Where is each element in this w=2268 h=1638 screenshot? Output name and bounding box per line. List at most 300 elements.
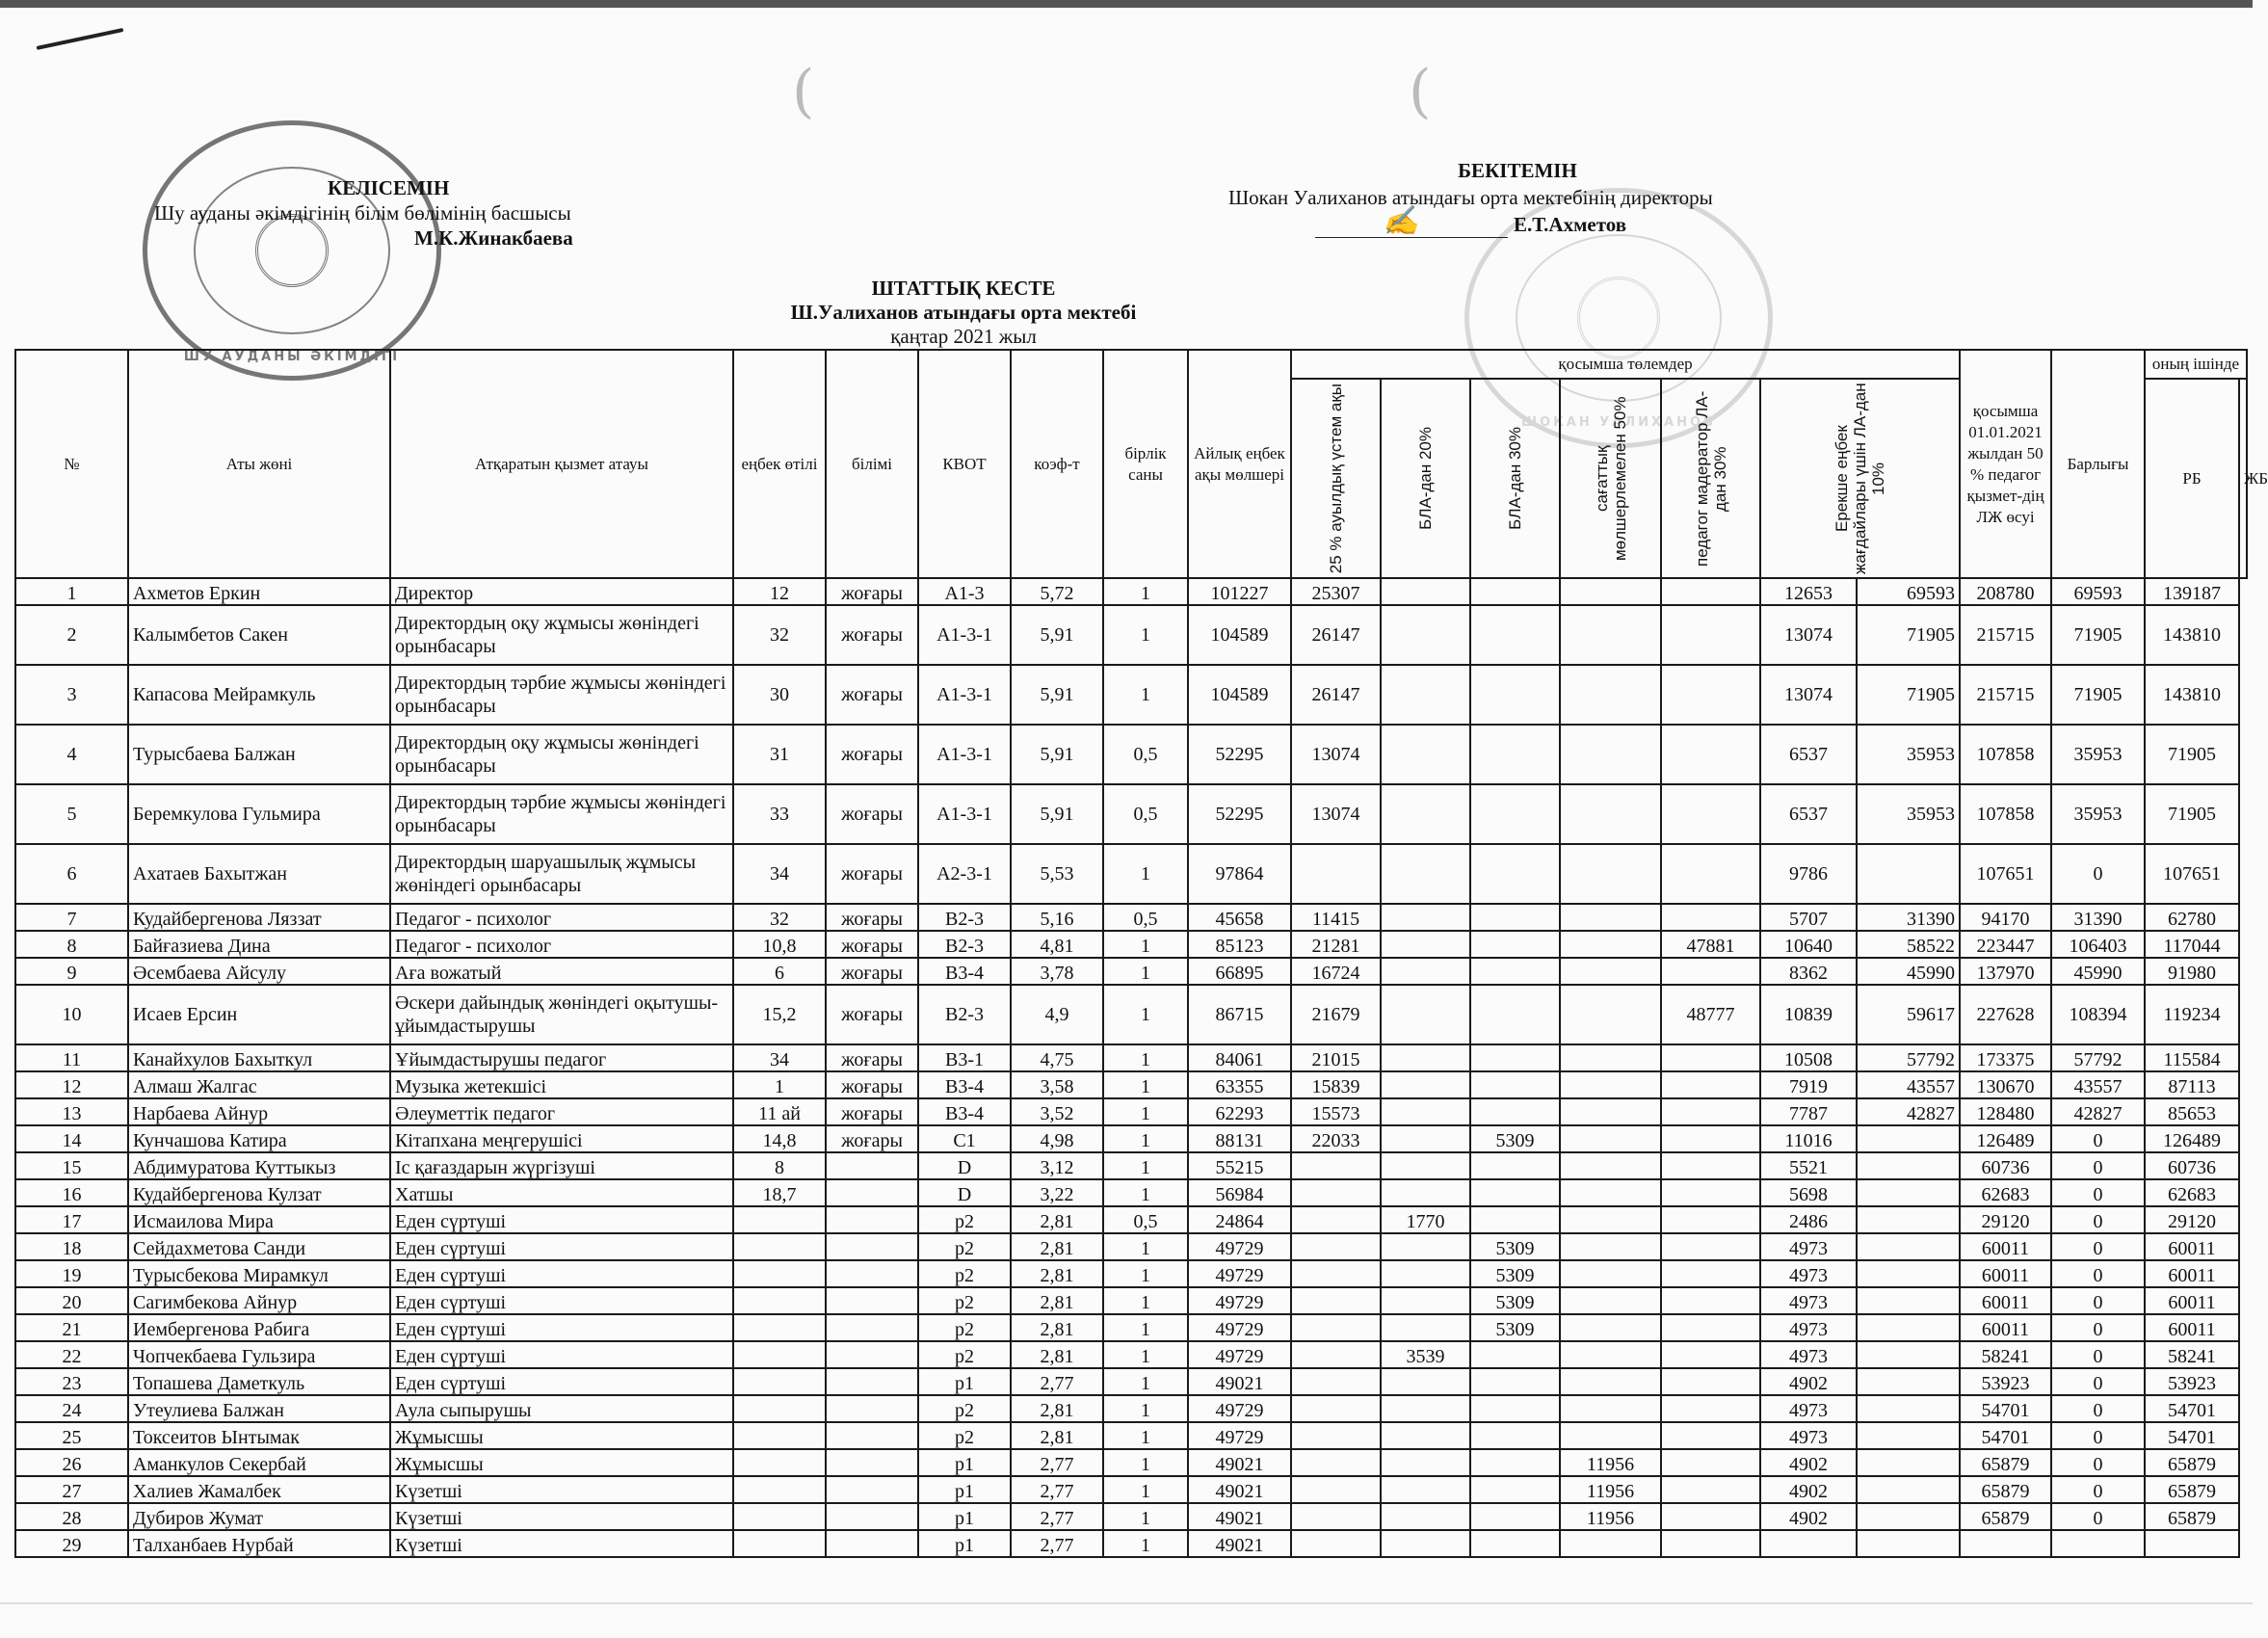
cell-increase <box>1857 1368 1960 1395</box>
cell-rb: 0 <box>2051 1422 2145 1449</box>
table-row <box>15 1341 2247 1368</box>
cell-no: 5 <box>15 784 128 844</box>
cell-increase: 57792 <box>1857 1044 1960 1071</box>
cell-education: жоғары <box>826 578 918 605</box>
cell-experience: 34 <box>733 844 826 904</box>
cell-coef: 5,91 <box>1011 665 1103 725</box>
cell-zhb: 117044 <box>2145 931 2239 958</box>
cell-no: 26 <box>15 1449 128 1476</box>
cell-no: 8 <box>15 931 128 958</box>
cell-total: 137970 <box>1960 958 2051 985</box>
cell-zhb: 115584 <box>2145 1044 2239 1071</box>
cell-no: 24 <box>15 1395 128 1422</box>
cell-experience: 32 <box>733 904 826 931</box>
cell-name: Талханбаев Нурбай <box>128 1530 390 1557</box>
cell-rb: 0 <box>2051 1449 2145 1476</box>
cell-rural-25: 21281 <box>1291 931 1381 958</box>
cell-hourly-50 <box>1560 1098 1661 1125</box>
cell-kvot: p1 <box>918 1530 1011 1557</box>
cell-coef: 2,81 <box>1011 1287 1103 1314</box>
cell-coef: 4,98 <box>1011 1125 1103 1152</box>
cell-kvot: p2 <box>918 1260 1011 1287</box>
cell-salary: 49729 <box>1188 1287 1291 1314</box>
cell-bla-20 <box>1381 904 1470 931</box>
cell-moderator <box>1661 1152 1760 1179</box>
cell-special-10: 4973 <box>1760 1287 1857 1314</box>
cell-name: Дубиров Жумат <box>128 1503 390 1530</box>
cell-no: 28 <box>15 1503 128 1530</box>
cell-experience <box>733 1530 826 1557</box>
cell-increase: 45990 <box>1857 958 1960 985</box>
cell-coef: 2,77 <box>1011 1530 1103 1557</box>
cell-total: 54701 <box>1960 1395 2051 1422</box>
cell-rb: 0 <box>2051 1476 2145 1503</box>
cell-coef: 3,12 <box>1011 1152 1103 1179</box>
cell-kvot: C1 <box>918 1125 1011 1152</box>
table-row <box>15 1233 2247 1260</box>
cell-hourly-50: 11956 <box>1560 1503 1661 1530</box>
cell-salary: 45658 <box>1188 904 1291 931</box>
cell-bla-20 <box>1381 1503 1470 1530</box>
cell-rural-25: 13074 <box>1291 725 1381 784</box>
cell-increase <box>1857 1476 1960 1503</box>
cell-bla-30 <box>1470 1422 1560 1449</box>
cell-total: 94170 <box>1960 904 2051 931</box>
cell-rural-25: 21015 <box>1291 1044 1381 1071</box>
cell-hourly-50 <box>1560 665 1661 725</box>
cell-moderator <box>1661 1476 1760 1503</box>
cell-name: Исаев Ерсин <box>128 985 390 1044</box>
cell-hourly-50 <box>1560 1422 1661 1449</box>
cell-special-10 <box>1760 1530 1857 1557</box>
table-row <box>15 578 2247 605</box>
cell-experience: 12 <box>733 578 826 605</box>
cell-coef: 2,81 <box>1011 1422 1103 1449</box>
cell-special-10: 4973 <box>1760 1341 1857 1368</box>
cell-moderator: 48777 <box>1661 985 1760 1044</box>
cell-kvot: B3-1 <box>918 1044 1011 1071</box>
cell-increase: 71905 <box>1857 665 1960 725</box>
cell-hourly-50 <box>1560 1233 1661 1260</box>
cell-increase <box>1857 1233 1960 1260</box>
cell-rb: 0 <box>2051 1125 2145 1152</box>
cell-bla-30 <box>1470 1098 1560 1125</box>
col-header-monthly-salary: Айлық еңбек ақы мөлшері <box>1188 350 1291 578</box>
cell-rural-25 <box>1291 1314 1381 1341</box>
cell-bla-20 <box>1381 1314 1470 1341</box>
approval-heading: БЕКІТЕМІН <box>1458 159 1577 182</box>
cell-total: 54701 <box>1960 1422 2051 1449</box>
cell-coef: 2,81 <box>1011 1233 1103 1260</box>
cell-education <box>826 1368 918 1395</box>
cell-bla-30 <box>1470 931 1560 958</box>
cell-total: 60011 <box>1960 1233 2051 1260</box>
cell-bla-20 <box>1381 1530 1470 1557</box>
cell-bla-20 <box>1381 1422 1470 1449</box>
cell-position: Директордың оқу жұмысы жөніндегі орынбасары <box>390 725 733 784</box>
cell-experience <box>733 1314 826 1341</box>
cell-rural-25: 26147 <box>1291 665 1381 725</box>
cell-name: Кунчашова Катира <box>128 1125 390 1152</box>
cell-education <box>826 1341 918 1368</box>
cell-units: 1 <box>1103 1125 1188 1152</box>
cell-coef: 3,22 <box>1011 1179 1103 1206</box>
cell-position: Еден сүртуші <box>390 1314 733 1341</box>
school-name: Ш.Уалиханов атындағы орта мектебі <box>790 301 1137 324</box>
cell-special-10: 4973 <box>1760 1233 1857 1260</box>
cell-moderator <box>1661 1314 1760 1341</box>
cell-rb: 0 <box>2051 1503 2145 1530</box>
cell-total: 107858 <box>1960 725 2051 784</box>
cell-kvot: p2 <box>918 1395 1011 1422</box>
cell-bla-30 <box>1470 1530 1560 1557</box>
cell-experience: 14,8 <box>733 1125 826 1152</box>
cell-units: 1 <box>1103 931 1188 958</box>
cell-hourly-50 <box>1560 1179 1661 1206</box>
cell-salary: 49729 <box>1188 1341 1291 1368</box>
official-stamp-left <box>143 120 441 381</box>
cell-increase <box>1857 844 1960 904</box>
col-header-rb: РБ <box>2145 379 2239 578</box>
cell-zhb: 71905 <box>2145 784 2239 844</box>
cell-kvot: p2 <box>918 1422 1011 1449</box>
cell-salary: 66895 <box>1188 958 1291 985</box>
cell-kvot: D <box>918 1152 1011 1179</box>
cell-rural-25: 15839 <box>1291 1071 1381 1098</box>
cell-special-10: 7787 <box>1760 1098 1857 1125</box>
cell-name: Иембергенова Рабига <box>128 1314 390 1341</box>
cell-hourly-50: 11956 <box>1560 1476 1661 1503</box>
col-header-moderator <box>1661 379 1760 578</box>
cell-salary: 84061 <box>1188 1044 1291 1071</box>
cell-units: 1 <box>1103 1098 1188 1125</box>
cell-units: 1 <box>1103 665 1188 725</box>
cell-name: Аманкулов Секербай <box>128 1449 390 1476</box>
cell-no: 7 <box>15 904 128 931</box>
approval-signatory: М.К.Жинакбаева <box>414 226 573 250</box>
cell-rb: 0 <box>2051 844 2145 904</box>
cell-salary: 49021 <box>1188 1368 1291 1395</box>
cell-name: Халиев Жамалбек <box>128 1476 390 1503</box>
cell-increase: 69593 <box>1857 578 1960 605</box>
cell-moderator <box>1661 1368 1760 1395</box>
cell-bla-30 <box>1470 1341 1560 1368</box>
cell-rural-25 <box>1291 1422 1381 1449</box>
cell-kvot: B2-3 <box>918 904 1011 931</box>
cell-moderator <box>1661 578 1760 605</box>
cell-coef: 2,81 <box>1011 1395 1103 1422</box>
cell-bla-20 <box>1381 1449 1470 1476</box>
table-row <box>15 1044 2247 1071</box>
cell-education: жоғары <box>826 784 918 844</box>
cell-hourly-50 <box>1560 1125 1661 1152</box>
table-row <box>15 985 2247 1044</box>
cell-total: 107651 <box>1960 844 2051 904</box>
cell-rb: 43557 <box>2051 1071 2145 1098</box>
cell-zhb: 29120 <box>2145 1206 2239 1233</box>
scan-top-edge <box>0 0 2253 8</box>
table-header-row <box>15 350 2247 379</box>
cell-total: 130670 <box>1960 1071 2051 1098</box>
cell-experience <box>733 1476 826 1503</box>
cell-salary: 49021 <box>1188 1503 1291 1530</box>
cell-increase <box>1857 1422 1960 1449</box>
cell-special-10: 4973 <box>1760 1314 1857 1341</box>
cell-no: 9 <box>15 958 128 985</box>
cell-salary: 97864 <box>1188 844 1291 904</box>
cell-moderator <box>1661 1341 1760 1368</box>
cell-units: 0,5 <box>1103 725 1188 784</box>
col-header-bla-30-text: БЛА-дан 30% <box>1506 427 1524 530</box>
cell-salary: 56984 <box>1188 1179 1291 1206</box>
cell-hourly-50 <box>1560 784 1661 844</box>
cell-position: Директор <box>390 578 733 605</box>
cell-kvot: B2-3 <box>918 931 1011 958</box>
cell-kvot: D <box>918 1179 1011 1206</box>
cell-experience: 18,7 <box>733 1179 826 1206</box>
col-header-bla-20 <box>1381 379 1470 578</box>
cell-position: Еден сүртуші <box>390 1260 733 1287</box>
cell-kvot: p2 <box>918 1206 1011 1233</box>
cell-name: Чопчекбаева Гульзира <box>128 1341 390 1368</box>
cell-name: Турысбаева Балжан <box>128 725 390 784</box>
cell-bla-30 <box>1470 1503 1560 1530</box>
cell-position: Директордың тәрбие жұмысы жөніндегі орынбасары <box>390 784 733 844</box>
cell-bla-30 <box>1470 784 1560 844</box>
cell-increase: 35953 <box>1857 784 1960 844</box>
cell-position: Күзетші <box>390 1530 733 1557</box>
cell-zhb: 60736 <box>2145 1152 2239 1179</box>
cell-salary: 52295 <box>1188 784 1291 844</box>
cell-name: Ахатаев Бахытжан <box>128 844 390 904</box>
cell-rural-25 <box>1291 1152 1381 1179</box>
cell-position: Жұмысшы <box>390 1422 733 1449</box>
cell-special-10: 10640 <box>1760 931 1857 958</box>
col-header-no: № <box>15 350 128 578</box>
cell-hourly-50 <box>1560 1071 1661 1098</box>
cell-bla-20 <box>1381 1233 1470 1260</box>
cell-moderator <box>1661 1260 1760 1287</box>
cell-rural-25: 16724 <box>1291 958 1381 985</box>
cell-no: 1 <box>15 578 128 605</box>
cell-zhb: 71905 <box>2145 725 2239 784</box>
cell-name: Канайхулов Бахыткул <box>128 1044 390 1071</box>
cell-increase: 59617 <box>1857 985 1960 1044</box>
cell-zhb: 65879 <box>2145 1476 2239 1503</box>
cell-increase <box>1857 1503 1960 1530</box>
cell-experience <box>733 1503 826 1530</box>
cell-education: жоғары <box>826 844 918 904</box>
cell-rural-25 <box>1291 844 1381 904</box>
cell-coef: 5,91 <box>1011 725 1103 784</box>
cell-coef: 4,75 <box>1011 1044 1103 1071</box>
cell-salary: 49021 <box>1188 1530 1291 1557</box>
cell-special-10: 10839 <box>1760 985 1857 1044</box>
cell-zhb: 65879 <box>2145 1503 2239 1530</box>
cell-bla-30 <box>1470 1206 1560 1233</box>
cell-units: 1 <box>1103 1179 1188 1206</box>
cell-hourly-50 <box>1560 844 1661 904</box>
cell-bla-30: 5309 <box>1470 1260 1560 1287</box>
cell-zhb: 143810 <box>2145 665 2239 725</box>
cell-hourly-50 <box>1560 1152 1661 1179</box>
cell-zhb: 60011 <box>2145 1260 2239 1287</box>
cell-no: 22 <box>15 1341 128 1368</box>
cell-increase <box>1857 1125 1960 1152</box>
cell-bla-30 <box>1470 578 1560 605</box>
cell-zhb: 126489 <box>2145 1125 2239 1152</box>
cell-no: 18 <box>15 1233 128 1260</box>
cell-name: Токсеитов Ынтымак <box>128 1422 390 1449</box>
cell-experience: 33 <box>733 784 826 844</box>
cell-hourly-50 <box>1560 931 1661 958</box>
cell-moderator <box>1661 1044 1760 1071</box>
cell-special-10: 11016 <box>1760 1125 1857 1152</box>
cell-units: 0,5 <box>1103 784 1188 844</box>
cell-position: Еден сүртуші <box>390 1341 733 1368</box>
col-header-hourly-50 <box>1560 379 1661 578</box>
cell-special-10: 5707 <box>1760 904 1857 931</box>
table-row <box>15 665 2247 725</box>
cell-rural-25: 25307 <box>1291 578 1381 605</box>
cell-education <box>826 1287 918 1314</box>
cell-special-10: 4902 <box>1760 1368 1857 1395</box>
table-row <box>15 904 2247 931</box>
cell-rural-25 <box>1291 1206 1381 1233</box>
cell-rural-25 <box>1291 1530 1381 1557</box>
cell-bla-20 <box>1381 1044 1470 1071</box>
cell-coef: 2,81 <box>1011 1341 1103 1368</box>
cell-kvot: B3-4 <box>918 958 1011 985</box>
cell-bla-30: 5309 <box>1470 1287 1560 1314</box>
table-row <box>15 1287 2247 1314</box>
cell-rb: 0 <box>2051 1233 2145 1260</box>
cell-zhb: 58241 <box>2145 1341 2239 1368</box>
cell-education: жоғары <box>826 931 918 958</box>
cell-bla-20 <box>1381 1260 1470 1287</box>
cell-salary: 49021 <box>1188 1449 1291 1476</box>
cell-total: 208780 <box>1960 578 2051 605</box>
cell-education: жоғары <box>826 1044 918 1071</box>
table-row <box>15 1449 2247 1476</box>
cell-bla-30: 5309 <box>1470 1233 1560 1260</box>
cell-coef: 2,77 <box>1011 1449 1103 1476</box>
cell-special-10: 2486 <box>1760 1206 1857 1233</box>
cell-zhb: 91980 <box>2145 958 2239 985</box>
cell-kvot: A1-3-1 <box>918 605 1011 665</box>
cell-position: Директордың оқу жұмысы жөніндегі орынбасары <box>390 605 733 665</box>
cell-no: 29 <box>15 1530 128 1557</box>
cell-total: 53923 <box>1960 1368 2051 1395</box>
cell-experience <box>733 1341 826 1368</box>
cell-total: 215715 <box>1960 665 2051 725</box>
cell-coef: 4,81 <box>1011 931 1103 958</box>
cell-rural-25 <box>1291 1449 1381 1476</box>
signature-row <box>1228 204 1806 238</box>
cell-experience <box>733 1422 826 1449</box>
cell-special-10: 13074 <box>1760 605 1857 665</box>
cell-moderator <box>1661 1233 1760 1260</box>
table-row <box>15 1098 2247 1125</box>
cell-moderator <box>1661 605 1760 665</box>
cell-no: 14 <box>15 1125 128 1152</box>
cell-moderator <box>1661 1206 1760 1233</box>
cell-rb: 71905 <box>2051 665 2145 725</box>
cell-experience: 10,8 <box>733 931 826 958</box>
cell-bla-20 <box>1381 985 1470 1044</box>
cell-name: Калымбетов Сакен <box>128 605 390 665</box>
cell-units: 1 <box>1103 1152 1188 1179</box>
cell-total: 60011 <box>1960 1260 2051 1287</box>
cell-rural-25: 15573 <box>1291 1098 1381 1125</box>
cell-salary: 49729 <box>1188 1422 1291 1449</box>
cell-education: жоғары <box>826 904 918 931</box>
cell-units: 1 <box>1103 578 1188 605</box>
cell-bla-20 <box>1381 1368 1470 1395</box>
cell-salary: 49729 <box>1188 1260 1291 1287</box>
cell-total: 60011 <box>1960 1287 2051 1314</box>
cell-moderator <box>1661 844 1760 904</box>
cell-moderator <box>1661 958 1760 985</box>
cell-coef: 5,91 <box>1011 784 1103 844</box>
staff-table-body <box>15 578 2247 1557</box>
cell-education <box>826 1152 918 1179</box>
cell-moderator <box>1661 1422 1760 1449</box>
cell-moderator <box>1661 904 1760 931</box>
cell-bla-20 <box>1381 725 1470 784</box>
cell-rb: 45990 <box>2051 958 2145 985</box>
cell-zhb: 119234 <box>2145 985 2239 1044</box>
cell-total <box>1960 1530 2051 1557</box>
cell-rb: 35953 <box>2051 784 2145 844</box>
cell-rural-25: 13074 <box>1291 784 1381 844</box>
cell-experience <box>733 1395 826 1422</box>
cell-rural-25 <box>1291 1395 1381 1422</box>
cell-zhb: 54701 <box>2145 1395 2239 1422</box>
cell-moderator <box>1661 1530 1760 1557</box>
table-row <box>15 1314 2247 1341</box>
cell-total: 62683 <box>1960 1179 2051 1206</box>
cell-experience: 15,2 <box>733 985 826 1044</box>
cell-special-10: 4973 <box>1760 1422 1857 1449</box>
cell-increase: 43557 <box>1857 1071 1960 1098</box>
cell-bla-30 <box>1470 665 1560 725</box>
cell-no: 4 <box>15 725 128 784</box>
cell-kvot: B3-4 <box>918 1098 1011 1125</box>
cell-increase <box>1857 1395 1960 1422</box>
cell-moderator <box>1661 1179 1760 1206</box>
cell-salary: 52295 <box>1188 725 1291 784</box>
cell-salary: 24864 <box>1188 1206 1291 1233</box>
cell-rb: 0 <box>2051 1179 2145 1206</box>
state-emblem-icon <box>1577 277 1660 359</box>
cell-zhb: 62683 <box>2145 1179 2239 1206</box>
cell-no: 16 <box>15 1179 128 1206</box>
scan-fold-line <box>0 1602 2253 1604</box>
cell-position: Педагог - психолог <box>390 904 733 931</box>
cell-position: Әлеуметтік педагог <box>390 1098 733 1125</box>
cell-bla-20: 1770 <box>1381 1206 1470 1233</box>
cell-special-10: 4902 <box>1760 1476 1857 1503</box>
approval-block-agreed <box>154 175 573 251</box>
cell-units: 0,5 <box>1103 1206 1188 1233</box>
cell-experience <box>733 1233 826 1260</box>
cell-kvot: A1-3 <box>918 578 1011 605</box>
col-header-position: Атқаратын қызмет атауы <box>390 350 733 578</box>
cell-zhb: 62780 <box>2145 904 2239 931</box>
cell-salary: 55215 <box>1188 1152 1291 1179</box>
cell-hourly-50 <box>1560 1395 1661 1422</box>
